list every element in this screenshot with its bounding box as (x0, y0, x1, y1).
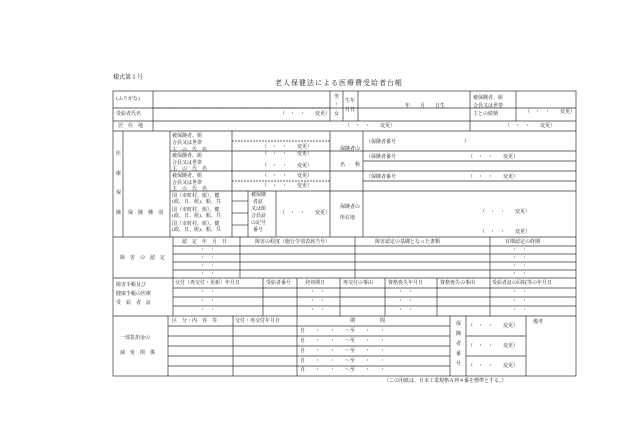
issue-date-3[interactable]: ・ ・ (200, 307, 216, 313)
recipient-name-label: 受給者氏名 (116, 111, 142, 117)
remarks-label: 備考 (533, 319, 544, 325)
insurer-name-label-1: 保険者の (340, 146, 361, 152)
col-nintei-date: 認 定 年 月 日 (182, 239, 228, 245)
col-issue: 交付（再交付・更新）年月日 (175, 280, 241, 286)
location-change-field[interactable]: （ ・ ・ 変更） (480, 209, 531, 215)
card-label-2: 者証 (253, 199, 264, 205)
issue-date-2[interactable]: ・ ・ (200, 298, 216, 304)
kuni-2a: 国（市町村、組）、健 (172, 207, 220, 213)
sex-female[interactable]: 女 (334, 111, 340, 117)
collect-date-2[interactable]: ・ ・ (512, 298, 528, 304)
insured-change-1[interactable]: （ ・ ・ 変更） (262, 144, 313, 150)
end-date-2[interactable]: ・ ・ (512, 255, 528, 261)
insured-change-2[interactable]: （ ・ ・ 変更） (262, 163, 313, 169)
birth-date-field[interactable]: 年 月 日生 (405, 103, 446, 109)
insurer-number-2[interactable]: （保険者番号 (366, 154, 397, 160)
insured-name-label-1a: 被保険者、組 (172, 133, 203, 139)
end-date-3[interactable]: ・ ・ (512, 263, 528, 269)
card-label-4: 合員証 (251, 213, 267, 219)
period-row-3[interactable]: 自 ・ ・ 〜至 ・ ・ (300, 348, 386, 354)
disability-label: 障 害 の 認 定 (120, 255, 166, 261)
insurance-type-label: 保 険 種 別 (128, 210, 164, 216)
insurer-change-3[interactable]: （ ・ ・ 変更） (468, 174, 519, 180)
insurer-number-1[interactable]: （保険者番号 (366, 139, 397, 145)
ryou-char: 療 (116, 171, 122, 177)
col-reissue-reason: 再交付の事由 (343, 280, 374, 286)
insurer-name-label-2: 名 称 (340, 162, 361, 168)
insured-change-3[interactable]: （ ・ ・ 変更） (262, 173, 313, 179)
furigana-label: (ふりがな) (116, 96, 140, 102)
insured-change-1b[interactable]: （ ・ ・ 変更） (262, 151, 313, 157)
end-date-1[interactable]: ・ ・ (512, 247, 528, 253)
burden-label-1: 一部負担金の (120, 335, 151, 341)
irei-char: 医 (116, 151, 122, 157)
effective-date-1[interactable]: ・ ・ (310, 289, 326, 295)
footer-note: （この用紙は、日本工業規格Ａ列４番を標準とする。） (384, 378, 507, 384)
card-label-1: 被保険 (251, 192, 267, 198)
nintei-date-1[interactable]: ・ ・ (200, 247, 216, 253)
insurer-no-char-2: 険 (456, 331, 462, 337)
address-change-field[interactable]: （ ・ ・ 変更） (345, 123, 396, 129)
collect-date-1[interactable]: ・ ・ (512, 289, 528, 295)
col-recipient-no: 受給者番号 (266, 280, 292, 286)
relation-label-1: 被保険者、組 (473, 95, 504, 101)
kuni-3a: 国（市町村、組）、健 (172, 221, 220, 227)
relation-label-3: 主との続柄 (473, 111, 499, 117)
burden-change-2[interactable]: （ ・ ・ 変更） (468, 343, 519, 349)
form-number: 様式第１号 (113, 74, 144, 81)
handbook-label-1: 障害手帳及び (116, 282, 147, 288)
insured-name-label-2b: 合員又は世帯 (172, 160, 203, 166)
ho-char: 保 (116, 190, 122, 196)
insurer-location-label-2: 所在地 (340, 215, 356, 221)
sex-male[interactable]: 男 (334, 94, 340, 100)
loss-date-3[interactable]: ・ ・ (398, 307, 414, 313)
col-end: 有期認定の終期 (505, 239, 541, 245)
col-loss-date: 資格喪失年月日 (388, 280, 424, 286)
col-loss-reason: 資格喪失の事由 (440, 280, 476, 286)
nintei-date-2[interactable]: ・ ・ (200, 255, 216, 261)
card-label-6: 番号 (253, 227, 264, 233)
effective-date-3[interactable]: ・ ・ (310, 307, 326, 313)
burden-change-3[interactable]: （ ・ ・ 変更） (468, 363, 519, 369)
col-degree: 障害の程度（施行令別表該当号） (255, 239, 331, 245)
insurer-no-char-1: 保 (456, 321, 462, 327)
period-row-1[interactable]: 自 ・ ・ 〜至 ・ ・ (300, 328, 386, 334)
insured-change-3b[interactable]: （ ・ ・ 変更） (262, 183, 313, 189)
card-change-field[interactable]: （ ・ ・ 変更） (280, 210, 331, 216)
insured-name-label-3a: 被保険者、組 (172, 173, 203, 179)
kuni-1b: (政、日、組)、船、共 (172, 199, 221, 205)
loss-date-2[interactable]: ・ ・ (398, 298, 414, 304)
paren-close-1: ） (464, 139, 470, 145)
burden-change-1[interactable]: （ ・ ・ 変更） (468, 323, 519, 329)
relation-label-2: 合員又は世帯 (473, 103, 504, 109)
page-title: 老人保健法による医療費受給者台帳 (275, 79, 403, 87)
address-label: 居 住 地 (118, 123, 144, 129)
insured-name-label-1c: 主 の 氏 名 (172, 147, 208, 153)
loss-date-1[interactable]: ・ ・ (398, 289, 414, 295)
kuni-2b: (政、日、組)、船、共 (172, 213, 221, 219)
period-row-5[interactable]: 自 ・ ・ 〜至 ・ ・ (300, 367, 386, 373)
period-row-2[interactable]: 自 ・ ・ 〜至 ・ ・ (300, 338, 386, 344)
insurer-no-char-4: 番 (456, 351, 462, 357)
col-issue-date: 交付・再交付年月日 (235, 318, 281, 324)
insurer-location-label-1: 保険者の (340, 204, 361, 210)
nintei-date-3[interactable]: ・ ・ (200, 263, 216, 269)
handbook-label-3: 受 給 者 証 (116, 300, 152, 306)
ken-char: 険 (116, 210, 122, 216)
col-period: 期 間 (350, 318, 386, 324)
location-change-field-2[interactable]: （ ・ ・ 変更） (480, 229, 531, 235)
address-change-field-2[interactable]: （ ・ ・ 変更） (505, 123, 556, 129)
kuni-3b: (政、日、組)、船、共 (172, 227, 221, 233)
name-change-field[interactable]: （ ・ ・ 変更） (280, 111, 331, 117)
insurer-number-3[interactable]: （保険者番号 (366, 174, 397, 180)
issue-date-1[interactable]: ・ ・ (200, 289, 216, 295)
kuni-1a: 国（市町村、組）、健 (172, 193, 220, 199)
burden-label-2: 減 免 関 係 (120, 350, 156, 356)
card-label-3: 又は組 (251, 206, 267, 212)
card-label-5: の記号 (251, 220, 267, 226)
insurer-change-2[interactable]: （ ・ ・ 変更） (468, 154, 519, 160)
insured-name-label-1b: 合員又は世帯 (172, 140, 203, 146)
col-basis: 障害認定の基礎となった書類 (375, 239, 441, 245)
insured-name-label-3b: 合員又は世帯 (172, 180, 203, 186)
relation-change-field[interactable]: （ ・ ・ 変更） (525, 109, 576, 115)
col-collect-date: 受給者証の回収等の年月日 (492, 280, 553, 286)
nintei-date-4[interactable]: ・ ・ (200, 271, 216, 277)
birth-label-2: 月日 (345, 107, 356, 113)
insured-name-label-3c: 主 の 氏 名 (172, 186, 208, 192)
collect-date-3[interactable]: ・ ・ (512, 307, 528, 313)
insured-name-label-2c: 主 の 氏 名 (172, 166, 208, 172)
insurer-no-char-5: 号 (456, 361, 462, 367)
insurer-no-char-3: 者 (456, 341, 462, 347)
col-category: 区 分・内 容 等 (172, 318, 218, 324)
handbook-label-2: 健康手帳の医療 (116, 291, 152, 297)
end-date-4[interactable]: ・ ・ (512, 271, 528, 277)
effective-date-2[interactable]: ・ ・ (310, 298, 326, 304)
insured-name-label-2a: 被保険者、組 (172, 153, 203, 159)
birth-label: 生年 (345, 98, 356, 104)
col-effective: 発効期日 (305, 280, 326, 286)
period-row-4[interactable]: 自 ・ ・ 〜至 ・ ・ (300, 358, 386, 364)
